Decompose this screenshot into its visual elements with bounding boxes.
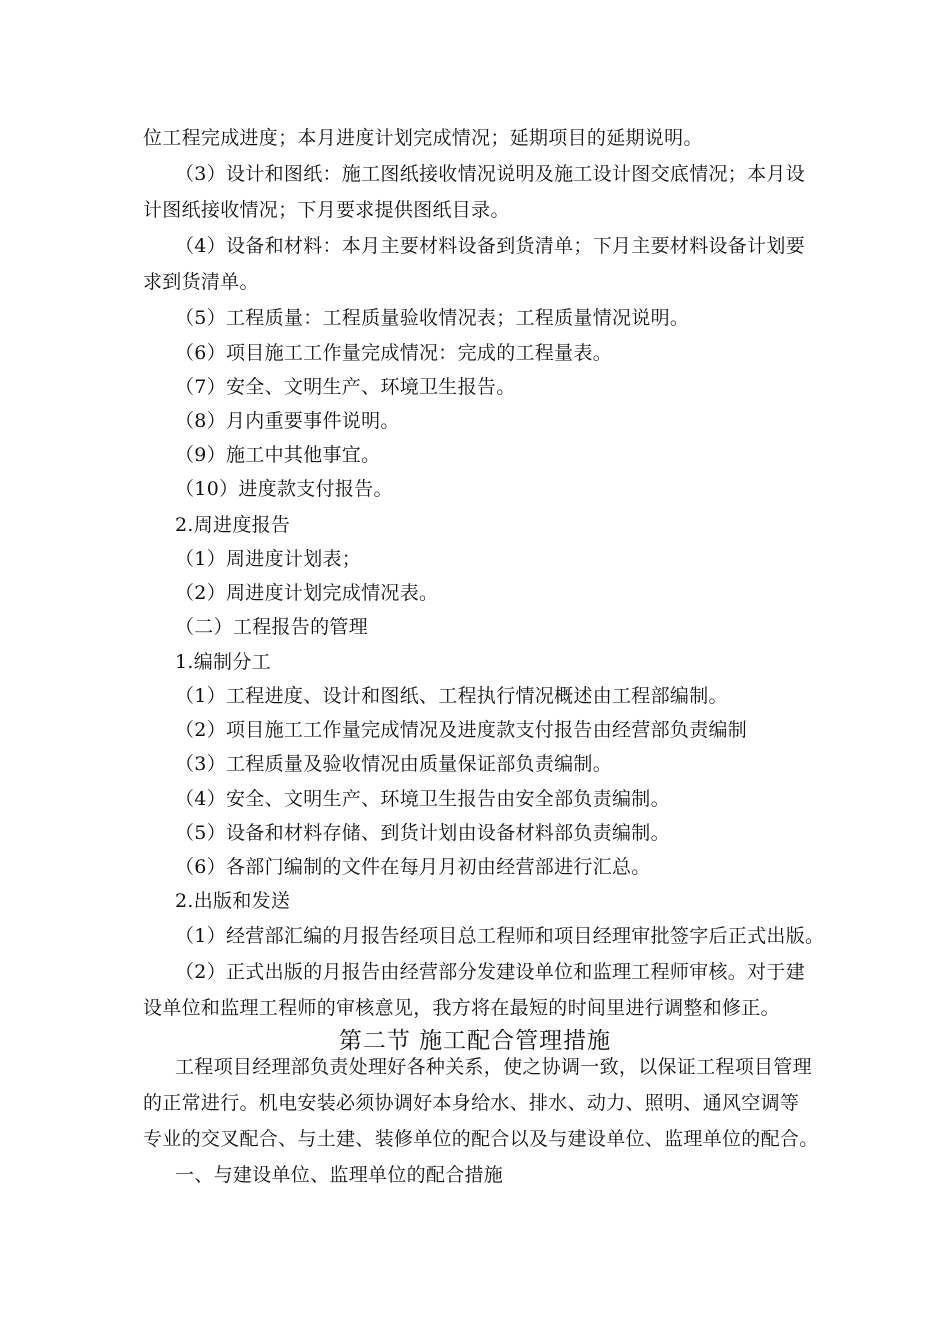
text-line: （5）工程质量：工程质量验收情况表；工程质量情况说明。 xyxy=(175,307,690,329)
text-line: （3）设计和图纸：施工图纸接收情况说明及施工设计图交底情况；本月设 xyxy=(175,163,805,185)
section-heading: 第二节 施工配合管理措施 xyxy=(338,1028,612,1054)
text-line: （4）安全、文明生产、环境卫生报告由安全部负责编制。 xyxy=(175,788,670,810)
text-line: （2）项目施工工作量完成情况及进度款支付报告由经营部负责编制 xyxy=(175,719,748,741)
text-line: 专业的交叉配合、与土建、装修单位的配合以及与建设单位、监理单位的配合。 xyxy=(143,1128,819,1150)
text-line: （4）设备和材料：本月主要材料设备到货清单；下月主要材料设备计划要 xyxy=(175,235,805,257)
text-line: （9）施工中其他事宜。 xyxy=(175,444,381,466)
text-line: （6）各部门编制的文件在每月月初由经营部进行汇总。 xyxy=(175,856,651,878)
text-line: （3）工程质量及验收情况由质量保证部负责编制。 xyxy=(175,753,612,775)
text-line: （6）项目施工工作量完成情况：完成的工程量表。 xyxy=(175,342,612,364)
text-line: 2.出版和发送 xyxy=(175,890,291,912)
text-line: 2.周进度报告 xyxy=(175,514,291,536)
text-line: （1）工程进度、设计和图纸、工程执行情况概述由工程部编制。 xyxy=(175,685,728,707)
text-line: 工程项目经理部负责处理好各种关系，使之协调一致，以保证工程项目管理 xyxy=(175,1056,812,1078)
text-line: 1.编制分工 xyxy=(175,651,271,673)
text-line: （2）周进度计划完成情况表。 xyxy=(175,582,439,604)
text-line: （8）月内重要事件说明。 xyxy=(175,410,400,432)
text-line: 求到货清单。 xyxy=(143,271,259,293)
text-line: （5）设备和材料存储、到货计划由设备材料部负责编制。 xyxy=(175,822,670,844)
text-line: （10）进度款支付报告。 xyxy=(175,478,393,500)
text-line: （1）周进度计划表； xyxy=(175,548,362,570)
text-line: 的正常进行。机电安装必须协调好本身给水、排水、动力、照明、通风空调等 xyxy=(143,1092,800,1114)
text-line: 计图纸接收情况；下月要求提供图纸目录。 xyxy=(143,199,510,221)
text-line: 一、与建设单位、监理单位的配合措施 xyxy=(175,1164,504,1186)
text-line: （7）安全、文明生产、环境卫生报告。 xyxy=(175,376,516,398)
text-line: （2）正式出版的月报告由经营部分发建设单位和监理工程师审核。对于建 xyxy=(175,961,805,983)
text-line: （二）工程报告的管理 xyxy=(175,616,369,638)
text-line: （1）经营部汇编的月报告经项目总工程师和项目经理审批签字后正式出版。 xyxy=(175,925,825,947)
text-line: 设单位和监理工程师的审核意见，我方将在最短的时间里进行调整和修正。 xyxy=(143,997,780,1019)
text-line: 位工程完成进度；本月进度计划完成情况；延期项目的延期说明。 xyxy=(143,127,703,149)
